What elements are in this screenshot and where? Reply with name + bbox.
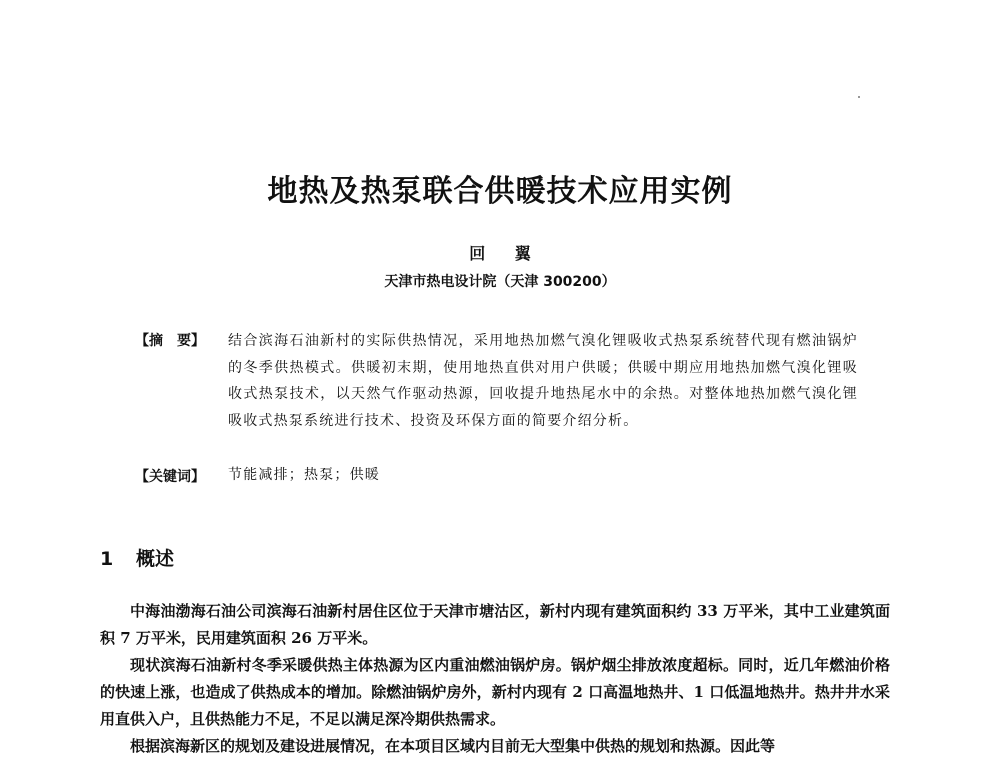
scan-speck xyxy=(858,96,860,98)
section-number: 1 xyxy=(100,548,114,570)
body-text xyxy=(100,598,890,760)
paragraph: 现状滨海石油新村冬季采暖供热主体热源为区内重油燃油锅炉房。锅炉烟尘排放浓度超标。同时，近几年燃油价格的快速上涨，也造成了供热成本的增加。除燃油锅炉房外，新村内现有 2 口高温地热井、1 口低温地热井。热井井水采用直供入户，且供热能力不足，不足以满足深冷期供热需求。 xyxy=(100,656,890,728)
author-name: 回 翼 xyxy=(469,244,543,263)
section-heading xyxy=(100,544,174,571)
paragraph: 根据滨海新区的规划及建设进展情况，在本项目区域内目前无大型集中供热的规划和热源。因此等 xyxy=(130,737,776,755)
keywords-text: 节能减排；热泵；供暖 xyxy=(228,467,380,483)
author-affiliation: 天津市热电设计院（天津 300200） xyxy=(384,274,616,290)
abstract-text: 结合滨海石油新村的实际供热情况，采用地热加燃气溴化锂吸收式热泵系统替代现有燃油锅炉的冬季供热模式。供暖初末期，使用地热直供对用户供暖；供暖中期应用地热加燃气溴化锂吸收式热泵技术，以天然气作驱动热源，回收提升地热尾水中的余热。对整体地热加燃气溴化锂吸收式热泵系统进行技术、投资及环保方面的简要介绍分析。 xyxy=(228,333,858,429)
keywords-label: 【关键词】 xyxy=(135,469,205,485)
abstract-label: 【摘 要】 xyxy=(135,333,205,349)
paper-title: 地热及热泵联合供暖技术应用实例 xyxy=(267,174,733,209)
section-title: 概述 xyxy=(136,548,175,570)
paragraph: 中海油渤海石油公司滨海石油新村居住区位于天津市塘沽区，新村内现有建筑面积约 33 万平米，其中工业建筑面积 7 万平米，民用建筑面积 26 万平米。 xyxy=(100,602,890,647)
